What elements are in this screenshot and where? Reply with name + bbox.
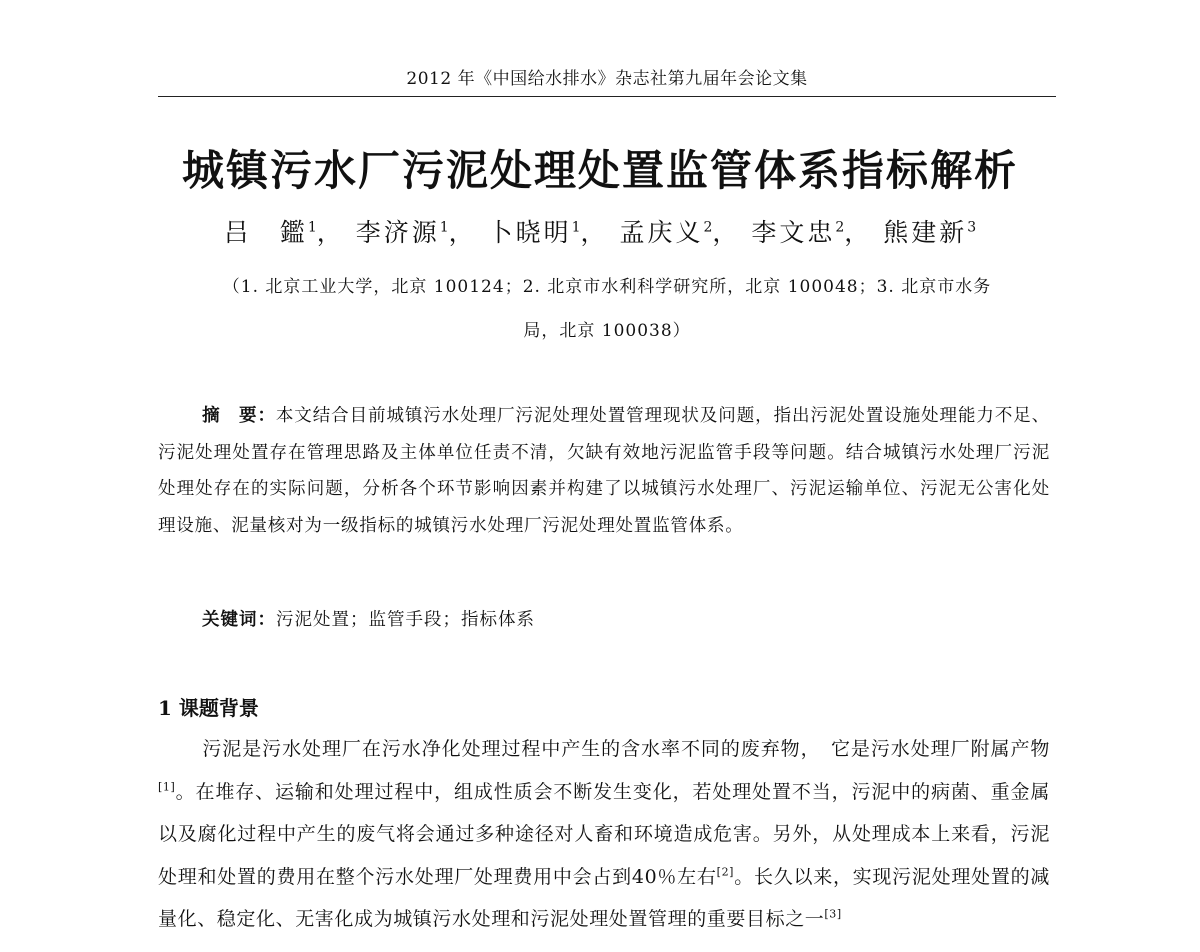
author-name: 熊建新	[883, 218, 968, 247]
abstract	[158, 398, 1050, 544]
author-affil-mark: 2	[835, 219, 845, 236]
abstract-text: 本文结合目前城镇污水处理厂污泥处理处置管理现状及问题，指出污泥处置设施处理能力不足、污泥处理处置存在管理思路及主体单位任责不清，欠缺有效地污泥监管手段等问题。结合城镇污水处理厂污泥处理处存在的实际问题，分析各个环节影响因素并构建了以城镇污水处理厂、污泥运输单位、污泥无公害化处理设施、泥量核对为一级指标的城镇污水处理厂污泥处理处置监管体系。	[158, 406, 1050, 536]
author-affil-mark: 3	[967, 219, 977, 236]
keywords	[202, 606, 535, 631]
citation-ref: [3]	[824, 907, 842, 921]
author-affil-mark: 1	[571, 219, 581, 236]
body-segment: 污泥是污水处理厂在污水净化处理过程中产生的含水率不同的废弃物， 它是污水处理厂附属产物	[202, 738, 1050, 760]
keywords-label: 关键词：	[202, 610, 276, 630]
header-rule	[158, 96, 1056, 97]
paper-title: 城镇污水厂污泥处理处置监管体系指标解析	[181, 146, 1018, 195]
author-name: 孟庆义	[619, 218, 704, 247]
body-segment: 。长久以来，实现污泥处理处置的减量化、稳定化、无害化成为城镇污水处理和污泥处理处置管理的重要目标之一	[158, 865, 1050, 930]
author-affil-mark: 1	[307, 219, 317, 236]
body-segment: 。在堆存、运输和处理过程中，组成性质会不断发生变化，若处理处置不当，污泥中的病菌、重金属以及腐化过程中产生的废气将会通过多种途径对人畜和环境造成危害。另外，从处理成本上来看，污泥处理和处置的费用在整个污水处理厂处理费用中会占到40％左右	[158, 780, 1050, 888]
author-affil-mark: 2	[703, 219, 713, 236]
abstract-label: 摘 要：	[202, 406, 276, 426]
section-body	[158, 728, 1050, 941]
author-name: 卜晓明	[487, 218, 572, 247]
section-heading: 1 课题背景	[158, 696, 259, 720]
affiliation-line-1: （1. 北京工业大学，北京 100124；2. 北京市水利科学研究所，北京 100048；3. 北京市水务	[222, 277, 992, 297]
author-name: 吕 鑑	[223, 218, 308, 247]
keywords-text: 污泥处置；监管手段；指标体系	[276, 610, 535, 630]
author-list: 吕 鑑$^1$， 李济源$^1$， 卜晓明$^1$， 孟庆义$^2$， 李文忠$^2$， 熊建新$^3$	[223, 218, 977, 247]
running-head: 2012 年《中国给水排水》杂志社第九届年会论文集	[406, 69, 808, 89]
citation-ref: [2]	[716, 865, 735, 879]
author-name: 李文忠	[751, 218, 836, 247]
affiliation-line-2: 局，北京 100038）	[523, 321, 691, 341]
author-affil-mark: 1	[439, 219, 449, 236]
citation-ref: [1]	[158, 780, 176, 794]
author-name: 李济源	[355, 218, 440, 247]
